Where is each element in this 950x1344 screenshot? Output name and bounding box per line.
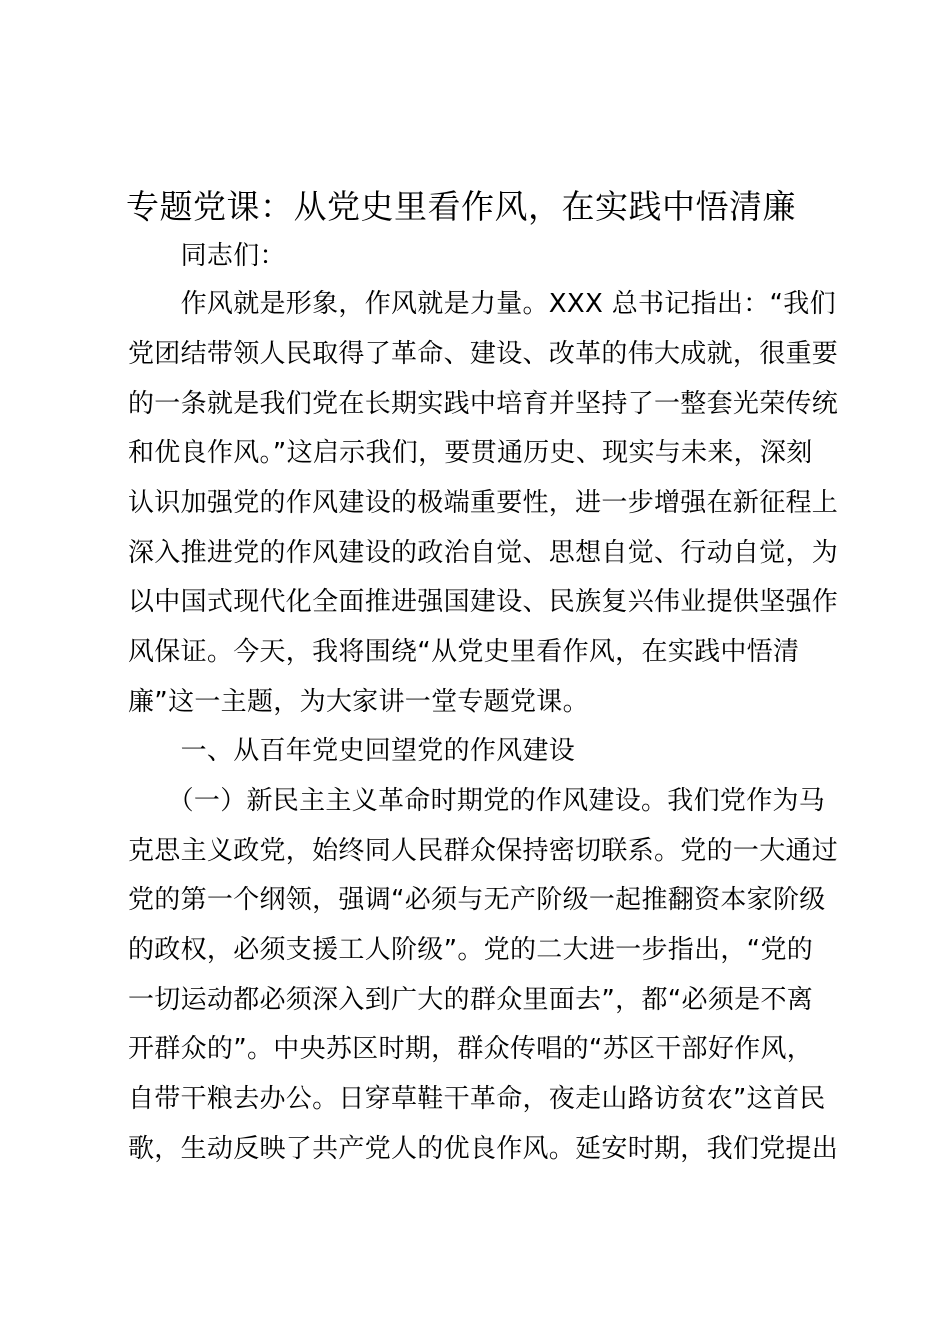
section-heading: 一、从百年党史回望党的作风建设 xyxy=(128,736,576,766)
body-line: 认识加强党的作风建设的极端重要性，进一步增强在新征程上 xyxy=(128,488,839,518)
body-line: 作风就是形象，作风就是力量。XXX 总书记指出：“我们 xyxy=(128,289,836,319)
document-title: 专题党课：从党史里看作风，在实践中悟清廉 xyxy=(126,187,796,226)
body-line: 党的第一个纲领，强调“必须与无产阶级一起推翻资本家阶级 xyxy=(128,885,826,915)
body-line: 的政权，必须支援工人阶级”。党的二大进一步指出，“党的 xyxy=(128,935,814,965)
body-line: 风保证。今天，我将围绕“从党史里看作风，在实践中悟清 xyxy=(128,637,800,667)
body-line: 克思主义政党，始终同人民群众保持密切联系。党的一大通过 xyxy=(128,836,839,866)
body-line: 开群众的”。中央苏区时期，群众传唱的“苏区干部好作风， xyxy=(128,1034,814,1064)
body-line: 廉”这一主题，为大家讲一堂专题党课。 xyxy=(128,687,589,717)
body-line: 以中国式现代化全面推进强国建设、民族复兴伟业提供坚强作 xyxy=(128,587,839,617)
body-line: （一）新民主主义革命时期党的作风建设。我们党作为马 xyxy=(128,786,826,816)
body-line: 党团结带领人民取得了革命、建设、改革的伟大成就，很重要 xyxy=(128,339,839,369)
body-line: 自带干粮去办公。日穿草鞋干革命，夜走山路访贫农”这首民 xyxy=(128,1084,826,1114)
body-line: 和优良作风。”这启示我们，要贯通历史、现实与未来，深刻 xyxy=(128,438,813,468)
body-line: 同志们： xyxy=(128,241,286,271)
body-line: 的一条就是我们党在长期实践中培育并坚持了一整套光荣传统 xyxy=(128,389,839,419)
body-line: 深入推进党的作风建设的政治自觉、思想自觉、行动自觉，为 xyxy=(128,538,839,568)
body-line: 一切运动都必须深入到广大的群众里面去”，都“必须是不离 xyxy=(128,985,814,1015)
body-line: 歌，生动反映了共产党人的优良作风。延安时期，我们党提出 xyxy=(128,1134,839,1164)
